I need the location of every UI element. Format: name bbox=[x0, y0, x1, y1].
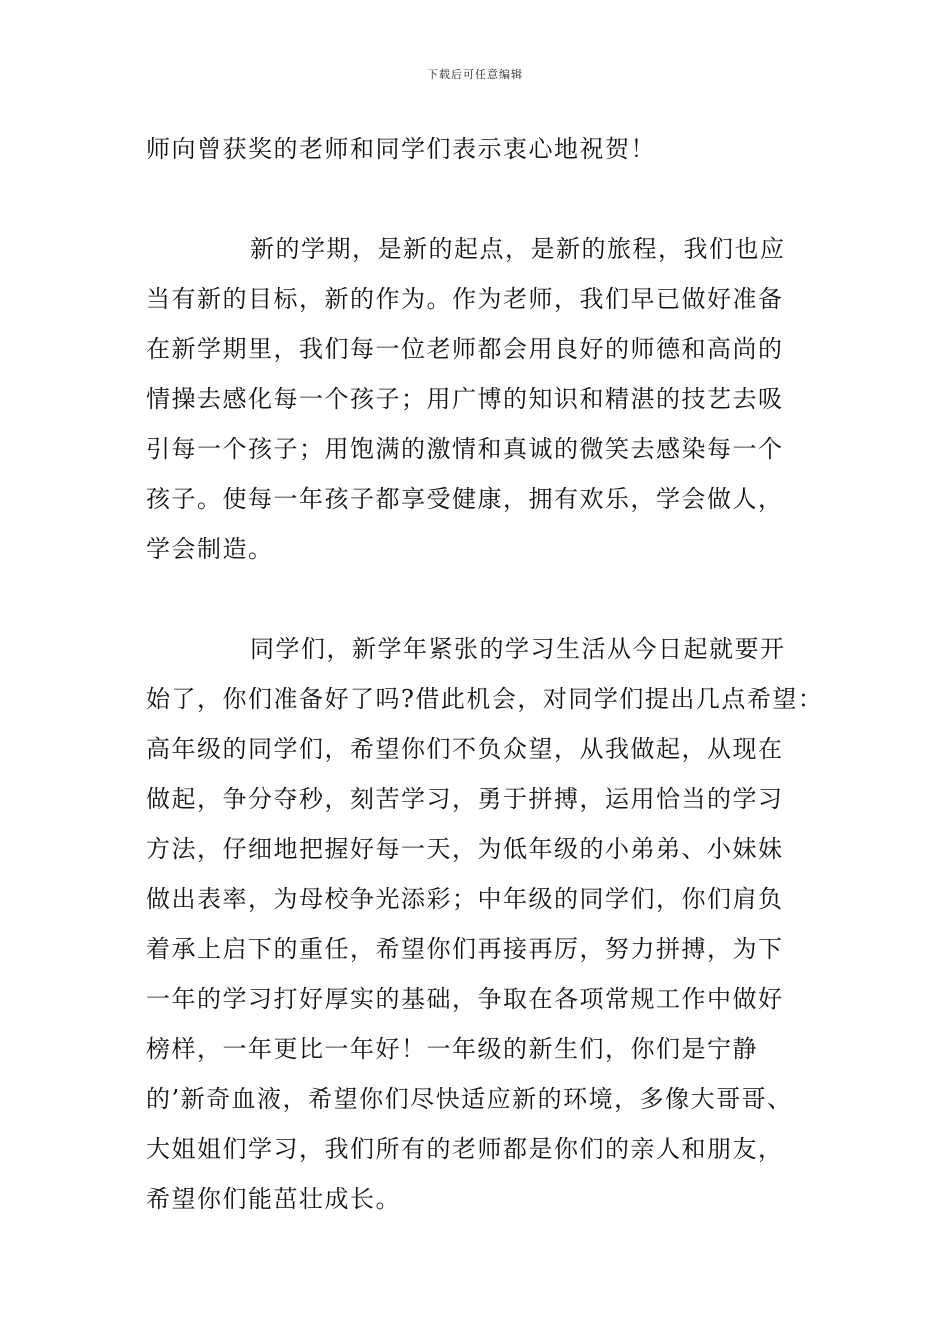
text-line: 大姐姐们学习，我们所有的老师都是你们的亲人和朋友， bbox=[146, 1135, 784, 1163]
page-header: 下载后可任意编辑 bbox=[427, 68, 523, 81]
text-line: 学会制造。 bbox=[146, 535, 274, 563]
text-line: 方法，仔细地把握好每一天，为低年级的小弟弟、小妹妹 bbox=[146, 835, 784, 863]
text-line: 的’新奇血液，希望你们尽快适应新的环境，多像大哥哥、 bbox=[146, 1085, 793, 1113]
text-line: 高年级的同学们，希望你们不负众望，从我做起，从现在 bbox=[146, 735, 784, 763]
text-line: 榜样，一年更比一年好！一年级的新生们，你们是宁静 bbox=[146, 1035, 758, 1063]
text-line: 当有新的目标，新的作为。作为老师，我们早已做好准备 bbox=[146, 285, 784, 313]
text-line: 师向曾获奖的老师和同学们表示衷心地祝贺！ bbox=[146, 135, 656, 163]
text-line: 一年的学习打好厚实的基础，争取在各项常规工作中做好 bbox=[146, 985, 784, 1013]
text-line: 在新学期里，我们每一位老师都会用良好的师德和高尚的 bbox=[146, 335, 784, 363]
paragraph-first-line: 新的学期，是新的起点，是新的旅程，我们也应 bbox=[250, 235, 786, 263]
text-line: 做起，争分夺秒，刻苦学习，勇于拼搏，运用恰当的学习 bbox=[146, 785, 784, 813]
text-line: 做出表率，为母校争光添彩；中年级的同学们，你们肩负 bbox=[146, 885, 784, 913]
paragraph-first-line: 同学们，新学年紧张的学习生活从今日起就要开 bbox=[250, 635, 786, 663]
text-line: 希望你们能茁壮成长。 bbox=[146, 1185, 401, 1213]
text-line: 孩子。使每一年孩子都享受健康，拥有欢乐，学会做人， bbox=[146, 485, 784, 513]
text-line: 情操去感化每一个孩子；用广博的知识和精湛的技艺去吸 bbox=[146, 385, 784, 413]
text-line: 着承上启下的重任，希望你们再接再厉，努力拼搏，为下 bbox=[146, 935, 784, 963]
text-line: 引每一个孩子；用饱满的激情和真诚的微笑去感染每一个 bbox=[146, 435, 784, 463]
text-line: 始了，你们准备好了吗?借此机会，对同学们提出几点希望： bbox=[146, 685, 824, 713]
